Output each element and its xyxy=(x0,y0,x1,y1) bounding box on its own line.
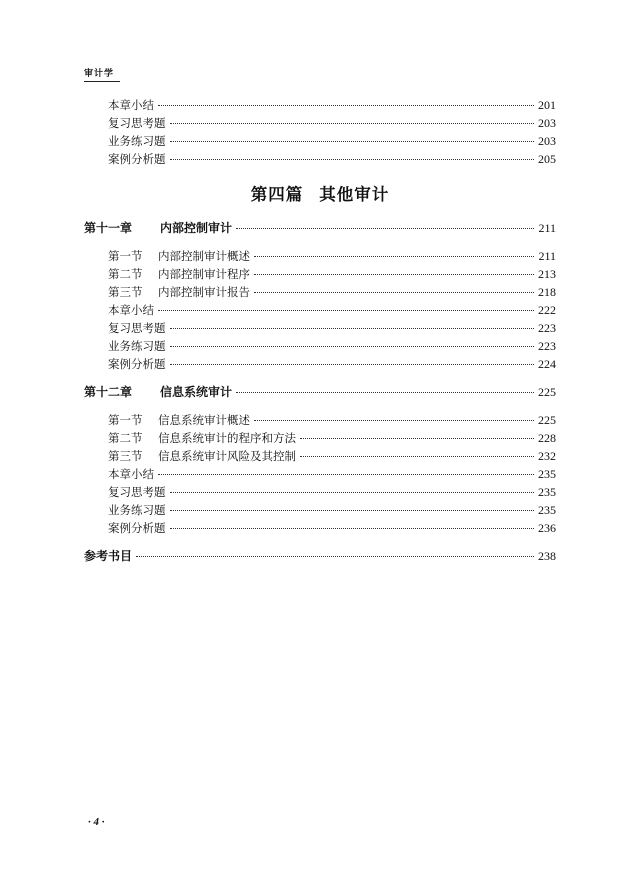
toc-page: 235 xyxy=(538,485,556,499)
toc-label: 内部控制审计报告 xyxy=(158,285,250,299)
toc-entry[interactable] xyxy=(84,356,556,374)
toc-page: 201 xyxy=(538,98,556,112)
toc-page: 205 xyxy=(538,152,556,166)
chapter-entry-12[interactable] xyxy=(84,383,556,403)
dot-leader xyxy=(254,292,534,293)
toc-page: 211 xyxy=(538,221,556,235)
dot-leader xyxy=(170,141,535,142)
toc-page: 225 xyxy=(538,413,556,427)
section-number: 第一节 xyxy=(108,413,143,427)
dot-leader xyxy=(170,346,535,347)
dot-leader xyxy=(254,274,534,275)
toc-page: 235 xyxy=(538,503,556,517)
toc-label: 内部控制审计程序 xyxy=(158,267,250,281)
toc-page: 223 xyxy=(538,321,556,335)
dot-leader xyxy=(158,310,534,311)
toc-page: 228 xyxy=(538,431,556,445)
dot-leader xyxy=(158,105,534,106)
table-of-contents xyxy=(84,97,556,567)
toc-label: 信息系统审计概述 xyxy=(158,413,250,427)
toc-label: 信息系统审计风险及其控制 xyxy=(158,449,296,463)
dot-leader xyxy=(300,438,534,439)
toc-entry[interactable] xyxy=(84,248,556,266)
dot-leader xyxy=(254,256,534,257)
toc-page: 235 xyxy=(538,467,556,481)
toc-label: 本章小结 xyxy=(108,98,154,112)
toc-page: 203 xyxy=(538,134,556,148)
chapter-entry-11[interactable] xyxy=(84,219,556,239)
toc-page: 224 xyxy=(538,357,556,371)
toc-entry[interactable] xyxy=(84,97,556,115)
toc-page: 213 xyxy=(538,267,556,281)
toc-entry[interactable] xyxy=(84,430,556,448)
toc-entry[interactable] xyxy=(84,448,556,466)
section-number: 第一节 xyxy=(108,249,143,263)
toc-page: 238 xyxy=(538,549,556,563)
toc-label: 案例分析题 xyxy=(108,521,166,535)
toc-label: 本章小结 xyxy=(108,467,154,481)
chapter-title: 信息系统审计 xyxy=(160,385,233,399)
chapter-title: 内部控制审计 xyxy=(160,221,233,235)
toc-entry[interactable] xyxy=(84,115,556,133)
toc-page: 218 xyxy=(538,285,556,299)
toc-label: 案例分析题 xyxy=(108,357,166,371)
toc-entry[interactable] xyxy=(84,520,556,538)
toc-page: 236 xyxy=(538,521,556,535)
toc-label: 业务练习题 xyxy=(108,339,166,353)
toc-label: 复习思考题 xyxy=(108,485,166,499)
toc-label: 内部控制审计概述 xyxy=(158,249,250,263)
toc-entry[interactable] xyxy=(84,338,556,356)
section-number: 第三节 xyxy=(108,285,143,299)
running-header: 审计学 xyxy=(84,66,120,82)
toc-page: 222 xyxy=(538,303,556,317)
toc-entry[interactable] xyxy=(84,484,556,502)
dot-leader xyxy=(170,510,535,511)
toc-page: 232 xyxy=(538,449,556,463)
toc-page: 211 xyxy=(538,249,556,263)
toc-label: 案例分析题 xyxy=(108,152,166,166)
section-number: 第二节 xyxy=(108,431,143,445)
toc-label: 复习思考题 xyxy=(108,321,166,335)
toc-entry[interactable] xyxy=(84,266,556,284)
toc-entry[interactable] xyxy=(84,320,556,338)
references-title: 参考书目 xyxy=(84,549,133,563)
section-number: 第二节 xyxy=(108,267,143,281)
dot-leader xyxy=(236,392,534,393)
dot-leader xyxy=(300,456,534,457)
dot-leader xyxy=(170,364,535,365)
toc-label: 业务练习题 xyxy=(108,134,166,148)
dot-leader xyxy=(170,528,535,529)
toc-label: 信息系统审计的程序和方法 xyxy=(158,431,296,445)
dot-leader xyxy=(236,228,534,229)
dot-leader xyxy=(170,123,535,124)
toc-entry[interactable] xyxy=(84,302,556,320)
toc-label: 复习思考题 xyxy=(108,116,166,130)
toc-page: 225 xyxy=(538,385,556,399)
dot-leader xyxy=(136,556,534,557)
references-entry[interactable] xyxy=(84,547,556,567)
part-title xyxy=(84,169,556,213)
toc-label: 本章小结 xyxy=(108,303,154,317)
toc-entry[interactable] xyxy=(84,466,556,484)
dot-leader xyxy=(170,328,535,329)
toc-entry[interactable] xyxy=(84,502,556,520)
page-number: · 4 · xyxy=(88,816,105,828)
chapter-number: 第十二章 xyxy=(84,385,133,399)
dot-leader xyxy=(170,159,535,160)
dot-leader xyxy=(158,474,534,475)
part-number: 第四篇 xyxy=(250,185,304,204)
toc-entry[interactable] xyxy=(84,151,556,169)
toc-label: 业务练习题 xyxy=(108,503,166,517)
toc-entry[interactable] xyxy=(84,133,556,151)
part-name: 其他审计 xyxy=(319,185,390,204)
dot-leader xyxy=(254,420,534,421)
toc-page: 223 xyxy=(538,339,556,353)
dot-leader xyxy=(170,492,535,493)
toc-entry[interactable] xyxy=(84,412,556,430)
toc-page: 203 xyxy=(538,116,556,130)
toc-entry[interactable] xyxy=(84,284,556,302)
chapter-number: 第十一章 xyxy=(84,221,133,235)
section-number: 第三节 xyxy=(108,449,143,463)
